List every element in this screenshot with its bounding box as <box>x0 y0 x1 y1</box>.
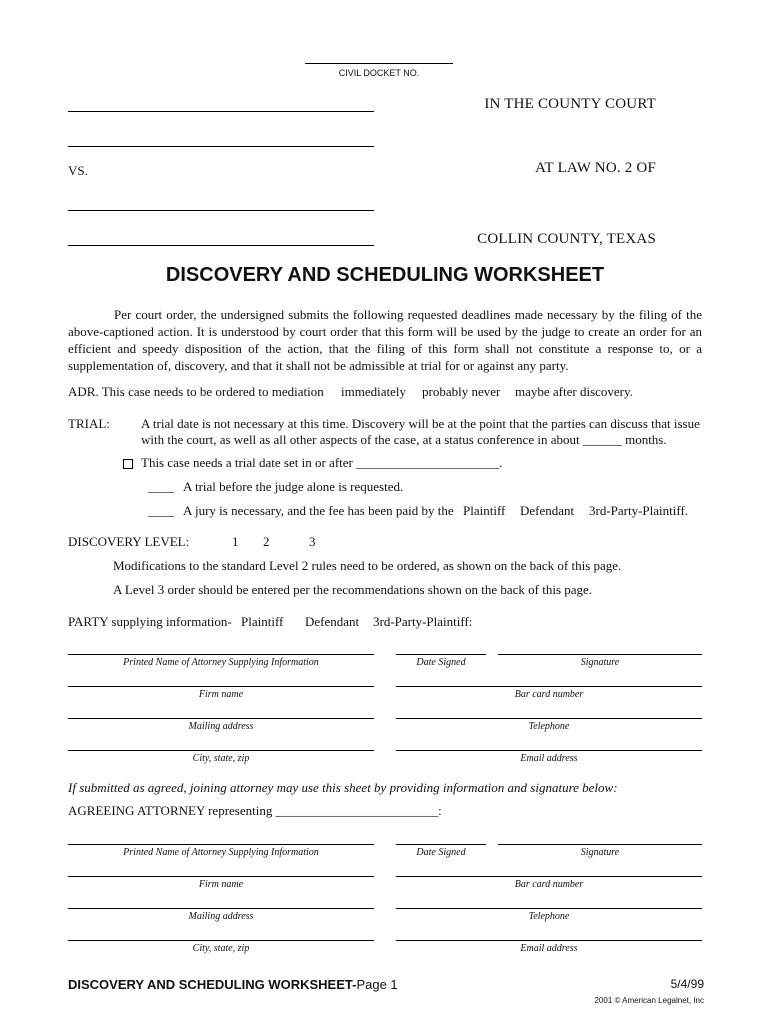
signature-label: Signature <box>580 657 620 668</box>
adr-option-maybe-after[interactable]: maybe after discovery. <box>515 384 633 399</box>
telephone-line[interactable] <box>396 718 702 719</box>
court-line-2: AT LAW NO. 2 OF <box>535 160 656 176</box>
telephone-line-2[interactable] <box>396 908 702 909</box>
defendant-line-2[interactable] <box>68 245 374 246</box>
firm-name-line-2[interactable] <box>68 876 374 877</box>
agreeing-attorney-line[interactable]: AGREEING ATTORNEY representing _________________________: <box>68 803 442 818</box>
footer-copyright: 2001 © American Legalnet, Inc <box>594 996 704 1005</box>
defendant-line-1[interactable] <box>68 210 374 211</box>
footer-date: 5/4/99 <box>670 977 704 991</box>
bar-card-label: Bar card number <box>514 689 584 700</box>
printed-name-line-2[interactable] <box>68 844 374 845</box>
party-option-third-party[interactable]: 3rd-Party-Plaintiff: <box>373 614 473 629</box>
intro-paragraph: Per court order, the undersigned submits the following requested deadlines made necessary by the filing of the above-captioned action. It is understood by court order that this form will be used by the judge to create an order for an efficient and speedy disposition of the action, that the filing of this form shall not constitute a response to, or a supplementation of, discovery, and that it shall not be admissible at trial for or against any party. <box>68 307 702 373</box>
jury-trial-line[interactable]: ____ A jury is necessary, and the fee has been paid by the <box>148 503 454 518</box>
page-title: DISCOVERY AND SCHEDULING WORKSHEET <box>165 264 605 286</box>
signature-line[interactable] <box>498 654 702 655</box>
email-line-2[interactable] <box>396 940 702 941</box>
mailing-label: Mailing address <box>188 721 254 732</box>
judge-trial-line[interactable]: ____ A trial before the judge alone is requested. <box>148 479 404 494</box>
mailing-line-2[interactable] <box>68 908 374 909</box>
city-line[interactable] <box>68 750 374 751</box>
signature-line-2[interactable] <box>498 844 702 845</box>
mailing-label-2: Mailing address <box>188 911 254 922</box>
adr-option-probably-never[interactable]: probably never <box>422 384 501 399</box>
city-label: City, state, zip <box>192 753 250 764</box>
discovery-level-label: DISCOVERY LEVEL: <box>68 534 190 549</box>
mailing-line[interactable] <box>68 718 374 719</box>
printed-name-label-2: Printed Name of Attorney Supplying Information <box>123 847 319 858</box>
date-signed-label: Date Signed <box>416 657 466 668</box>
firm-name-label-2: Firm name <box>198 879 244 890</box>
email-label: Email address <box>520 753 578 764</box>
firm-name-label: Firm name <box>198 689 244 700</box>
trial-label: TRIAL: <box>68 416 110 431</box>
jury-option-third-party[interactable]: 3rd-Party-Plaintiff. <box>589 503 689 518</box>
jury-option-plaintiff[interactable]: Plaintiff <box>463 503 506 518</box>
plaintiff-line-1[interactable] <box>68 111 374 112</box>
date-signed-label-2: Date Signed <box>416 847 466 858</box>
trial-text-line-1: A trial date is not necessary at this time. Discovery will be at the point that the parties can discuss that issue <box>141 416 700 431</box>
agreed-note: If submitted as agreed, joining attorney may use this sheet by providing information and signature below: <box>68 780 618 795</box>
email-line[interactable] <box>396 750 702 751</box>
discovery-level-3[interactable]: 3 <box>309 534 316 549</box>
trial-date-text[interactable]: This case needs a trial date set in or after ______________________. <box>141 455 503 470</box>
telephone-label-2: Telephone <box>528 911 570 922</box>
court-line-3: COLLIN COUNTY, TEXAS <box>477 231 656 247</box>
footer-title-text: DISCOVERY AND SCHEDULING WORKSHEET- <box>68 977 357 992</box>
discovery-level-1[interactable]: 1 <box>232 534 239 549</box>
jury-option-defendant[interactable]: Defendant <box>520 503 575 518</box>
bar-card-line-2[interactable] <box>396 876 702 877</box>
party-option-plaintiff[interactable]: Plaintiff <box>241 614 284 629</box>
signature-label-2: Signature <box>580 847 620 858</box>
footer-title <box>68 977 398 992</box>
date-signed-line-2[interactable] <box>396 844 486 845</box>
docket-number-line[interactable] <box>305 63 453 64</box>
trial-date-checkbox[interactable] <box>123 459 133 469</box>
court-line-1: IN THE COUNTY COURT <box>484 96 656 112</box>
adr-option-immediately[interactable]: immediately <box>341 384 406 399</box>
discovery-level-2[interactable]: 2 <box>263 534 270 549</box>
trial-text-line-2[interactable]: with the court, as well as all other aspects of the case, at a status conference in about ______ months. <box>141 432 667 447</box>
firm-name-line[interactable] <box>68 686 374 687</box>
date-signed-line[interactable] <box>396 654 486 655</box>
level3-text: A Level 3 order should be entered per the recommendations shown on the back of this page. <box>113 582 593 597</box>
city-line-2[interactable] <box>68 940 374 941</box>
email-label-2: Email address <box>520 943 578 954</box>
modifications-text: Modifications to the standard Level 2 rules need to be ordered, as shown on the back of this page. <box>113 558 622 573</box>
vs-label: VS. <box>68 163 88 178</box>
printed-name-label: Printed Name of Attorney Supplying Information <box>123 657 319 668</box>
party-option-defendant[interactable]: Defendant <box>305 614 360 629</box>
adr-label: ADR. This case needs to be ordered to mediation <box>68 384 324 399</box>
docket-label: CIVIL DOCKET NO. <box>338 68 420 78</box>
city-label-2: City, state, zip <box>192 943 250 954</box>
plaintiff-line-2[interactable] <box>68 146 374 147</box>
bar-card-line[interactable] <box>396 686 702 687</box>
telephone-label: Telephone <box>528 721 570 732</box>
printed-name-line[interactable] <box>68 654 374 655</box>
party-label: PARTY supplying information- <box>68 614 232 629</box>
footer-page: Page 1 <box>356 977 398 992</box>
bar-card-label-2: Bar card number <box>514 879 584 890</box>
